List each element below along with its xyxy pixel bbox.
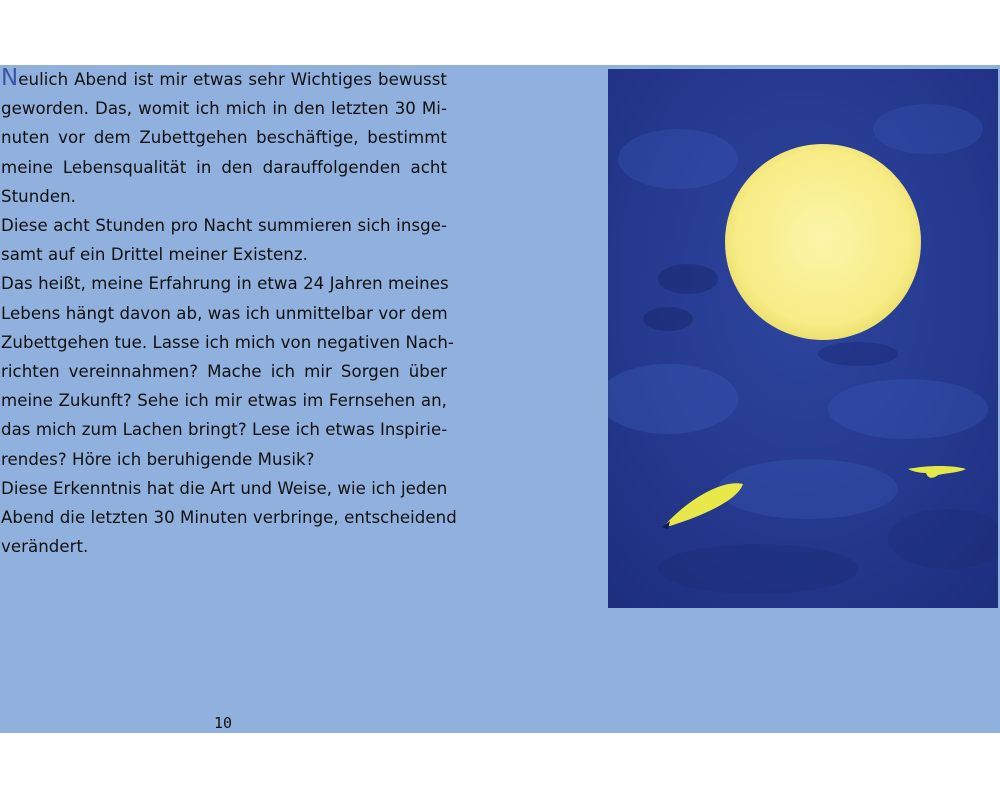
text-line: richten vereinnahmen? Mache ich mir Sorgen über bbox=[1, 362, 447, 382]
paragraph-2 bbox=[1, 211, 447, 269]
text-line: geworden. Das, womit ich mich in den letzten 30 Mi- bbox=[1, 99, 447, 119]
text-line: eulich Abend ist mir etwas sehr Wichtiges bewusst bbox=[18, 70, 447, 89]
paragraph-4 bbox=[1, 474, 457, 562]
moon-painting-icon bbox=[608, 69, 998, 608]
text-line: Das heißt, meine Erfahrung in etwa 24 Jahren meines bbox=[1, 274, 449, 294]
text-line: meine Zukunft? Sehe ich mir etwas im Fernsehen an, bbox=[1, 391, 447, 411]
text-line: Zubettgehen tue. Lasse ich mich von negativen Nach- bbox=[1, 332, 454, 352]
paragraph-3 bbox=[1, 269, 454, 473]
text-line: Stunden. bbox=[1, 186, 77, 206]
text-line: samt auf ein Drittel meiner Existenz. bbox=[1, 245, 308, 265]
text-line: Diese acht Stunden pro Nacht summieren sich insge- bbox=[1, 216, 447, 236]
text-line: Diese Erkenntnis hat die Art und Weise, wie ich jeden bbox=[1, 478, 448, 498]
body-text bbox=[1, 65, 457, 561]
page-number: 10 bbox=[214, 714, 233, 732]
book-page bbox=[0, 65, 1000, 733]
paragraph-1 bbox=[1, 65, 447, 211]
text-line: nuten vor dem Zubettgehen beschäftige, bestimmt bbox=[1, 128, 447, 148]
text-line: Lebens hängt davon ab, was ich unmittelbar vor dem bbox=[1, 303, 448, 323]
text-line: Abend die letzten 30 Minuten verbringe, entscheidend bbox=[1, 508, 457, 528]
drop-cap: N bbox=[1, 65, 19, 91]
text-line: meine Lebensqualität in den darauffolgenden acht bbox=[1, 157, 447, 177]
text-line: rendes? Höre ich beruhigende Musik? bbox=[1, 449, 315, 469]
text-line: das mich zum Lachen bringt? Lese ich etwas Inspirie- bbox=[1, 420, 448, 440]
text-line: verändert. bbox=[1, 537, 89, 557]
moon bbox=[725, 144, 921, 340]
